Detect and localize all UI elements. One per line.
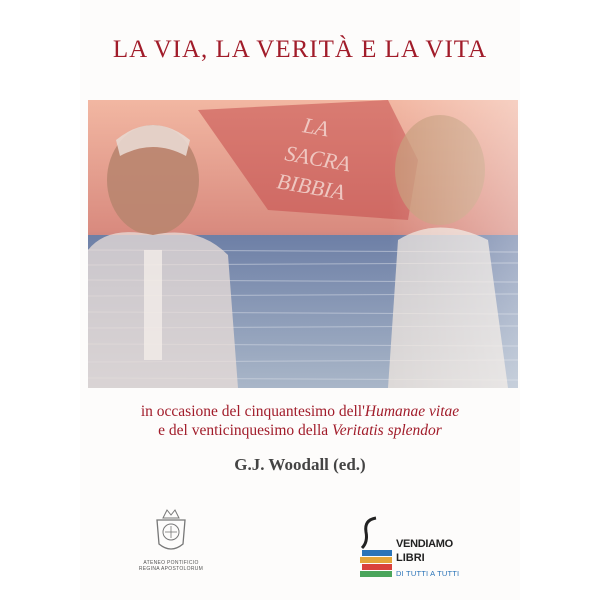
publisher-logo: [358, 516, 498, 586]
bookstack-icon: [358, 516, 394, 586]
publisher-tagline: DI TUTTI A TUTTI: [396, 569, 460, 578]
subtitle-line-2: e del venticinquesimo della Veritatis splendor: [158, 422, 442, 439]
book-subtitle: [80, 402, 520, 440]
banner-text-2: SACRA: [283, 140, 353, 177]
book-author: G.J. Woodall (ed.): [234, 455, 366, 474]
banner-text-1: LA: [301, 112, 331, 142]
book-cover: [80, 0, 520, 600]
book-title: LA VIA, LA VERITÀ E LA VITA: [112, 36, 488, 63]
cover-photo-collage: [88, 100, 518, 388]
subtitle-line-1: in occasione del cinquantesimo dell'Humanae vitae: [140, 403, 460, 420]
seal-caption-2: REGINA APOSTOLORUM: [138, 566, 204, 572]
publisher-name-line-1: VENDIAMO: [396, 538, 453, 550]
seal-caption-1: ATENEO PONTIFICIO: [143, 560, 199, 566]
publisher-name-line-2: LIBRI: [396, 552, 425, 564]
seal-icon: [149, 506, 193, 556]
banner-text-3: BIBBIA: [275, 168, 347, 205]
institution-seal: [126, 506, 216, 572]
